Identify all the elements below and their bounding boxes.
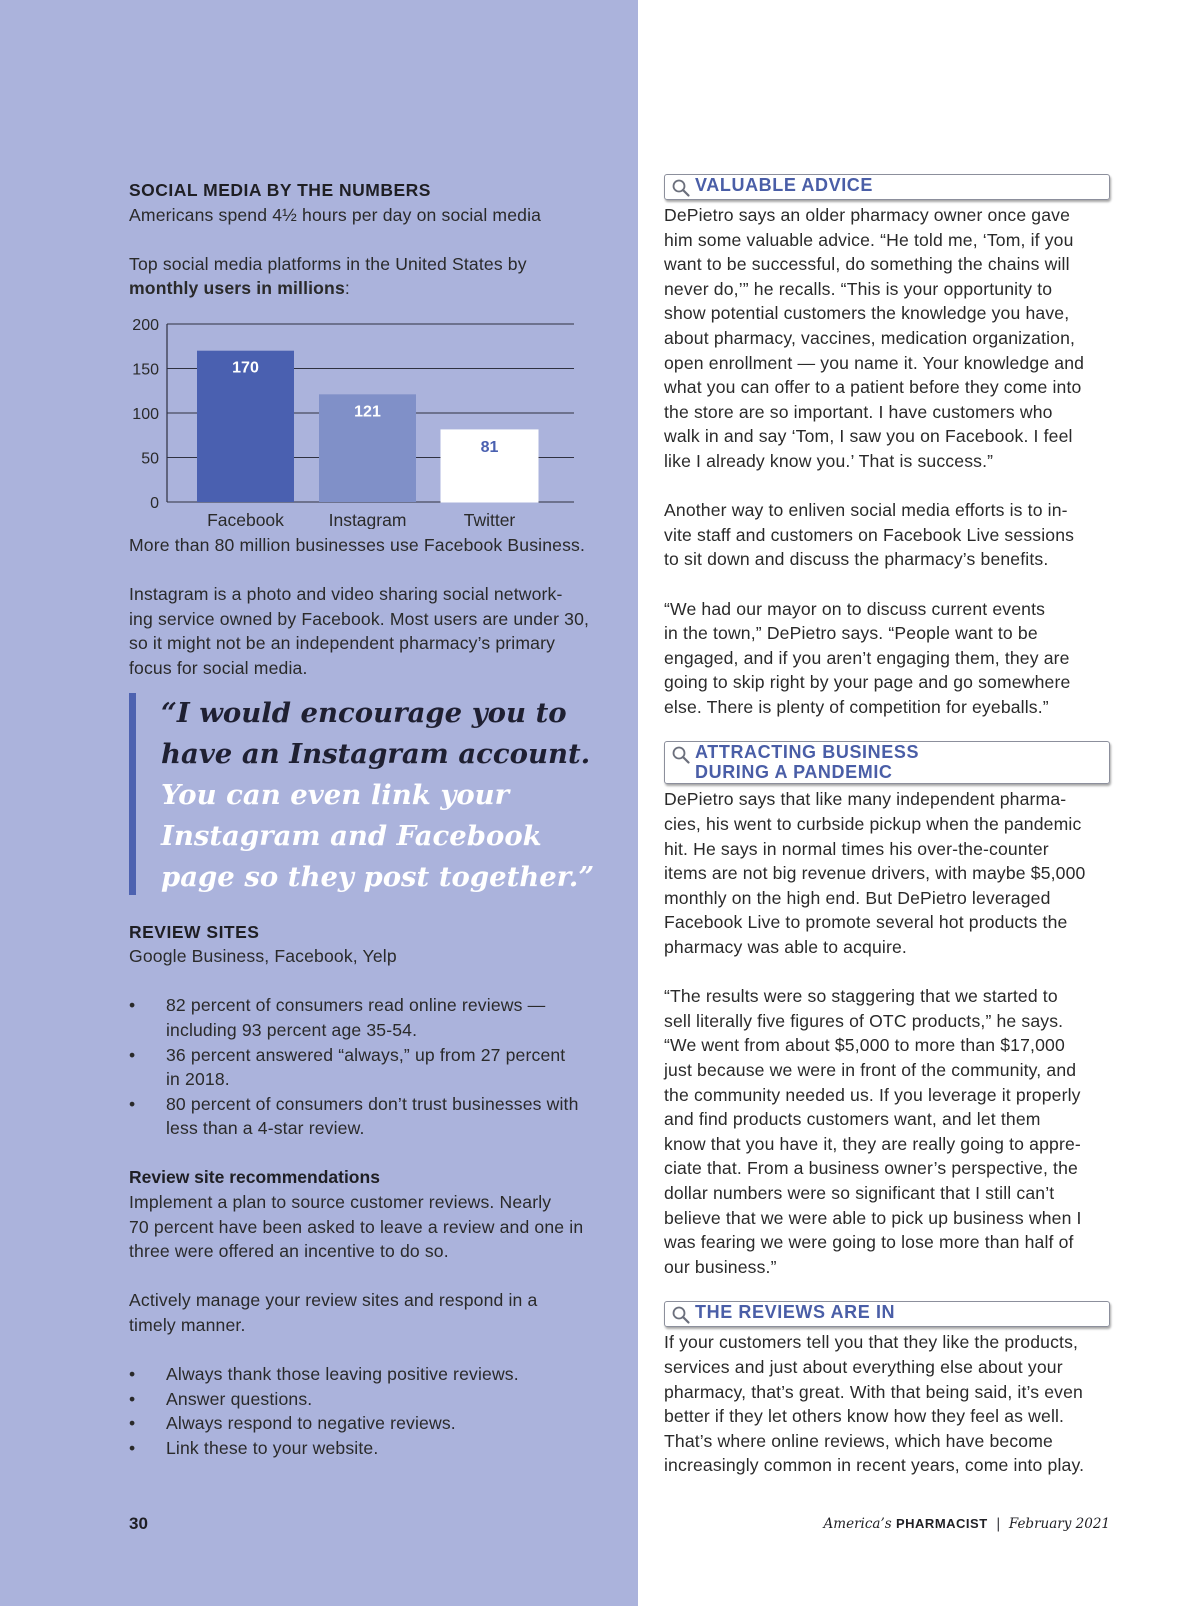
recommendations-paragraph: Implement a plan to source customer reviews. Nearly 70 percent have been asked to leave a review and one in three were offered an incentive to do so.: [129, 1192, 584, 1262]
instagram-line: so it might not be an independent pharmacy’s primary: [129, 633, 556, 654]
magazine-brand: PHARMACIST: [895, 1516, 988, 1531]
section-header: [664, 1301, 1110, 1327]
pull-quote-line: “I would encourage you to: [161, 696, 567, 729]
pull-quote-line: have an Instagram account.: [161, 737, 591, 770]
bullet-icon: •: [129, 1364, 136, 1385]
pull-quote-line: You can even link your: [161, 778, 510, 811]
pull-quote: [129, 693, 619, 898]
chart-intro-colon: :: [344, 278, 350, 299]
instagram-line: focus for social media.: [129, 657, 308, 678]
bar-value-label: 81: [480, 438, 499, 456]
bullet-icon: •: [129, 1413, 136, 1434]
magnifier-icon: [671, 178, 691, 198]
instagram-paragraph: [129, 582, 619, 680]
left-column: [129, 178, 619, 1461]
x-category-label: Facebook: [207, 509, 284, 529]
list-item: • Answer questions.: [129, 1387, 619, 1412]
instagram-line: Instagram is a photo and video sharing social network-: [129, 584, 563, 605]
page-number: 30: [129, 1514, 148, 1533]
y-tick-label: 150: [132, 361, 159, 379]
list-item: • 36 percent answered “always,” up from 27 percent in 2018.: [129, 1044, 566, 1090]
bar-value-label: 121: [354, 403, 381, 421]
recommendations-heading: Review site recommendations: [129, 1167, 380, 1188]
body-paragraph: If your customers tell you that they like the products, services and just about everything else about your pharmacy, that’s great. With that being said, it’s even better if they let others know how they feel as well. That’s where online reviews, which have become increasingly common in recent years, come into play.: [664, 1332, 1085, 1476]
y-tick-label: 0: [150, 494, 159, 512]
pull-quote-bar: [129, 693, 136, 895]
magazine-footer: [824, 1516, 1110, 1532]
y-tick-label: 100: [132, 405, 159, 423]
magnifier-icon: [671, 1305, 691, 1325]
section-header: [664, 174, 1110, 200]
chart-intro: [129, 252, 619, 301]
facebook-business-note: More than 80 million businesses use Facebook Business.: [129, 534, 586, 555]
bar-chart-svg: [129, 309, 619, 529]
list-item: • Always respond to negative reviews.: [129, 1411, 619, 1436]
y-tick-label: 50: [141, 450, 159, 468]
pull-quote-line: page so they post together.”: [161, 860, 595, 893]
magazine-prefix: America’s: [823, 1516, 892, 1532]
bullet-icon: •: [129, 995, 136, 1016]
x-category-label: Twitter: [463, 509, 516, 529]
pull-quote-line: Instagram and Facebook: [161, 819, 542, 852]
body-paragraph: Another way to enliven social media efforts is to in- vite staff and customers on Facebook Live sessions to sit down and discuss the pharmacy’s benefits.: [664, 500, 1075, 570]
list-item: • 82 percent of consumers read online reviews — including 93 percent age 35-54.: [129, 995, 546, 1040]
body-paragraph: DePietro says that like many independent pharma- cies, his went to curbside pickup when the pandemic hit. He says in normal times his over-the-counter items are not big revenue drivers, with maybe $5,000 monthly on the high end. But DePietro leveraged Facebook Live to promote several hot products the pharmacy was able to acquire.: [664, 789, 1086, 958]
bullet-icon: •: [129, 1388, 136, 1409]
footer-separator: |: [995, 1516, 1001, 1532]
magnifier-icon: [671, 745, 691, 765]
section-header: [664, 741, 1110, 784]
section-title: VALUABLE ADVICE: [695, 175, 874, 195]
list-item: • Always thank those leaving positive reviews.: [129, 1362, 619, 1387]
review-stats-list: [129, 993, 619, 1141]
section-title: ATTRACTING BUSINESS DURING A PANDEMIC: [695, 742, 920, 782]
body-paragraph: “We had our mayor on to discuss current events in the town,” DePietro says. “People want to be engaged, and if you aren’t engaging them, they are going to skip right by your page and go somewhere else. There is plenty of competition for eyeballs.”: [664, 598, 1071, 717]
right-column: [664, 174, 1110, 1478]
review-sites-list: Google Business, Facebook, Yelp: [129, 946, 397, 967]
social-media-subline: Americans spend 4½ hours per day on social media: [129, 204, 542, 225]
y-tick-label: 200: [132, 316, 159, 334]
issue-date: February 2021: [1008, 1516, 1110, 1532]
bar-value-label: 170: [232, 359, 259, 377]
instagram-line: ing service owned by Facebook. Most users are under 30,: [129, 608, 590, 629]
body-paragraph: DePietro says an older pharmacy owner once gave him some valuable advice. “He told me, ‘Tom, if you want to be successful, do something the chains will never do,’” he recalls. “This is your opportunity to show potential customers the knowledge you have, about pharmacy, vaccines, medication organization, open enrollment — you name it. Your knowledge and what you can offer to a patient before they come into the store are so important. I have customers who walk in and say ‘Tom, I saw you on Facebook. I feel like I already know you.’ That is success.”: [664, 205, 1085, 471]
list-item: • 80 percent of consumers don’t trust businesses with less than a 4-star review.: [129, 1093, 579, 1139]
body-paragraph: “The results were so staggering that we started to sell literally five figures of OTC products,” he says. “We went from about $5,000 to more than $17,000 just because we were in front of the community, and the community needed us. If you leverage it properly and find products customers want, and let them know that you have it, they are really going to appre- ciate that. From a business owner’s perspective, the dollar numbers were so significant that I still can’t believe that we were able to pick up business when I was fearing we were going to lose more than half of our business.”: [664, 986, 1082, 1277]
review-sites-heading: REVIEW SITES: [129, 921, 260, 942]
review-tips-list: [129, 1362, 619, 1460]
social-media-heading: SOCIAL MEDIA BY THE NUMBERS: [129, 180, 431, 200]
list-item: • Link these to your website.: [129, 1436, 619, 1461]
x-category-label: Instagram: [328, 509, 407, 529]
bullet-icon: •: [129, 1093, 136, 1114]
bullet-icon: •: [129, 1044, 136, 1065]
bullet-icon: •: [129, 1438, 136, 1458]
chart-intro-bold: monthly users in millions: [129, 278, 345, 299]
manage-paragraph: Actively manage your review sites and respond in a timely manner.: [129, 1290, 538, 1336]
section-title: THE REVIEWS ARE IN: [695, 1302, 896, 1323]
social-media-bar-chart: [129, 309, 619, 529]
chart-intro-text: Top social media platforms in the United States by: [129, 253, 527, 274]
